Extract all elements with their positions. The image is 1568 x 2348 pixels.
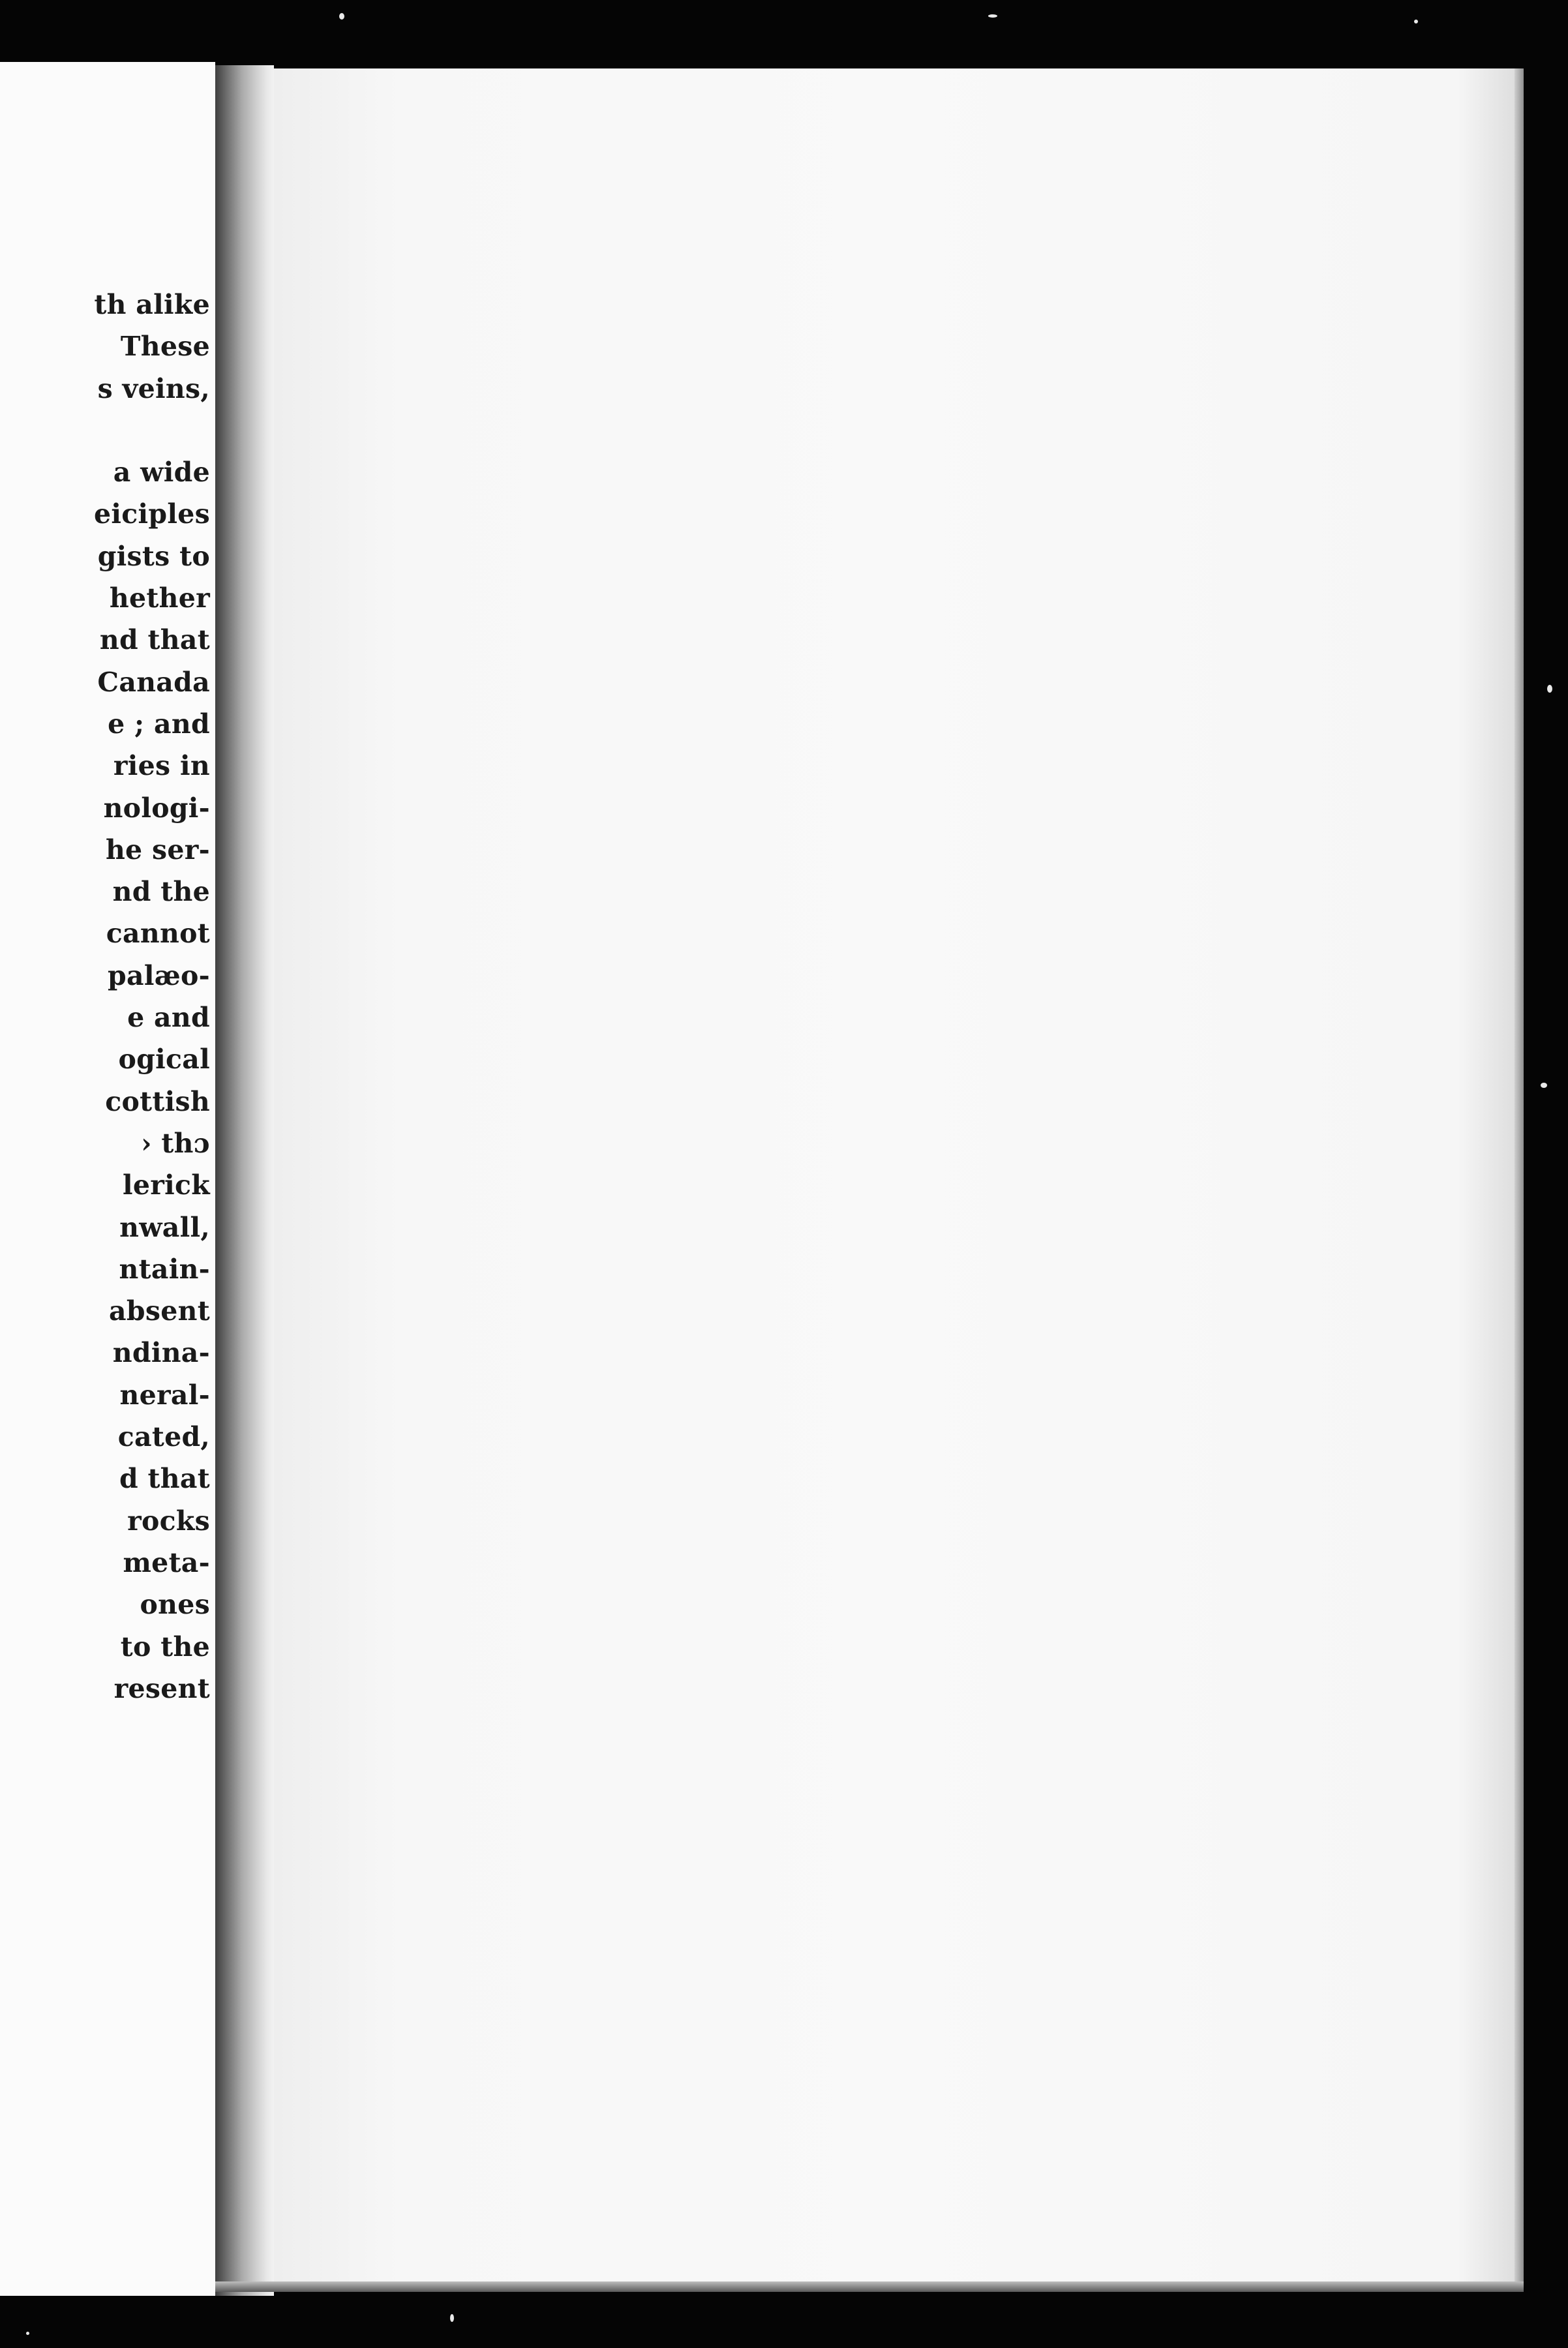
- text-line: th alike: [94, 289, 210, 320]
- text-line: cottish: [105, 1085, 210, 1117]
- text-line: meta-: [123, 1546, 210, 1578]
- text-line: gists to: [97, 540, 210, 572]
- text-line: he ser-: [105, 834, 210, 865]
- bottom-page-edge: [215, 2281, 1524, 2292]
- left-page-text: [0, 284, 210, 1709]
- text-line: absent: [109, 1295, 210, 1327]
- text-line: palæo-: [108, 959, 210, 991]
- dust-speck: [26, 2332, 29, 2335]
- text-line: e ; and: [108, 708, 210, 740]
- text-line: ndina-: [112, 1337, 210, 1369]
- text-line: rocks: [127, 1505, 210, 1537]
- right-page-edge: [1515, 68, 1524, 2286]
- text-line: nd that: [99, 624, 210, 656]
- text-line: neral-: [119, 1379, 210, 1411]
- text-line: lerick: [122, 1169, 210, 1201]
- page-gutter-shadow: [215, 65, 274, 2296]
- text-line: ries in: [113, 750, 210, 782]
- text-line: Canada: [97, 666, 210, 698]
- text-line: hether: [109, 582, 210, 614]
- text-line: eiciples: [93, 498, 210, 530]
- text-line: These: [120, 331, 210, 363]
- dust-speck: [450, 2314, 454, 2322]
- text-line: cannot: [106, 918, 210, 950]
- text-line: ogical: [118, 1044, 210, 1076]
- text-line: s veins,: [97, 372, 210, 404]
- text-line: a wide: [113, 457, 210, 489]
- text-line: resent: [113, 1672, 210, 1704]
- dust-speck: [1414, 20, 1418, 23]
- text-line: › thɔ: [141, 1127, 210, 1159]
- text-line: ntain-: [119, 1253, 210, 1285]
- right-page-blank: [274, 68, 1520, 2286]
- left-page: [0, 62, 215, 2296]
- dust-speck: [1541, 1083, 1547, 1088]
- text-line: nwall,: [119, 1211, 210, 1243]
- dust-speck: [339, 13, 344, 20]
- dust-speck: [1547, 685, 1552, 693]
- text-line: [0, 410, 210, 451]
- text-line: nd the: [112, 876, 210, 908]
- text-line: to the: [120, 1631, 210, 1663]
- text-line: e and: [127, 1002, 210, 1034]
- text-line: nologi-: [103, 792, 210, 824]
- text-line: d that: [119, 1463, 210, 1495]
- text-line: cated,: [117, 1421, 210, 1453]
- dust-speck: [988, 14, 997, 18]
- text-line: ones: [140, 1589, 210, 1621]
